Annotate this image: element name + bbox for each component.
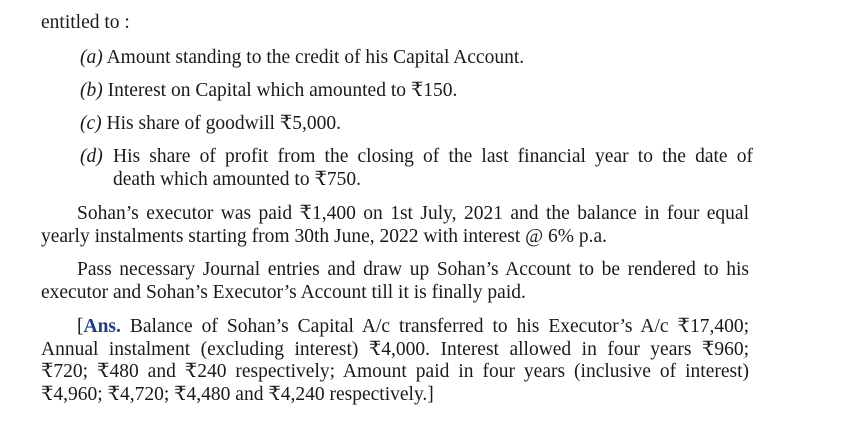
answer-line-4: ₹4,960; ₹4,720; ₹4,480 and ₹4,240 respectively.]: [41, 383, 434, 405]
payment-line-1: Sohan’s executor was paid ₹1,400 on 1st July, 2021 and the balance in four equal: [77, 203, 749, 224]
task-paragraph: [41, 259, 749, 304]
intro-line: entitled to :: [41, 12, 130, 33]
entitlement-b-label: (b): [80, 80, 103, 101]
entitlement-c-text: His share of goodwill ₹5,000.: [106, 113, 341, 134]
answer-line-3: ₹720; ₹480 and ₹240 respectively; Amount paid in four years (inclusive of interest): [41, 361, 749, 382]
entitlement-a: [80, 47, 524, 69]
answer-paragraph: [41, 316, 749, 406]
entitlement-d-text: [113, 146, 753, 191]
entitlement-c-label: (c): [80, 113, 102, 134]
entitlement-c: [80, 113, 341, 135]
entitlement-a-text: Amount standing to the credit of his Capital Account.: [106, 47, 525, 68]
entitlement-d-label: (d): [80, 146, 103, 167]
answer-line-1: [41, 316, 749, 339]
answer-line-2: Annual instalment (excluding interest) ₹4,000. Interest allowed in four years ₹960;: [41, 338, 749, 360]
entitlement-a-label: (a): [80, 47, 103, 68]
task-line-1: Pass necessary Journal entries and draw up Sohan’s Account to be rendered to his: [77, 259, 749, 280]
payment-paragraph: [41, 203, 749, 248]
entitlement-b: [80, 80, 457, 102]
entitlement-d-line-1: His share of profit from the closing of the last financial year to the date of: [113, 146, 753, 167]
payment-line-2: yearly instalments starting from 30th June, 2022 with interest @ 6% p.a.: [41, 225, 608, 247]
answer-label: Ans.: [83, 316, 121, 337]
entitlement-d-line-2: death which amounted to ₹750.: [113, 168, 361, 190]
answer-open-bracket: [: [77, 316, 84, 337]
entitlement-b-text: Interest on Capital which amounted to ₹150.: [107, 80, 458, 101]
answer-line-1-text: Balance of Sohan’s Capital A/c transferred to his Executor’s A/c ₹17,400;: [120, 316, 749, 337]
task-line-2: executor and Sohan’s Executor’s Account till it is finally paid.: [41, 281, 526, 303]
